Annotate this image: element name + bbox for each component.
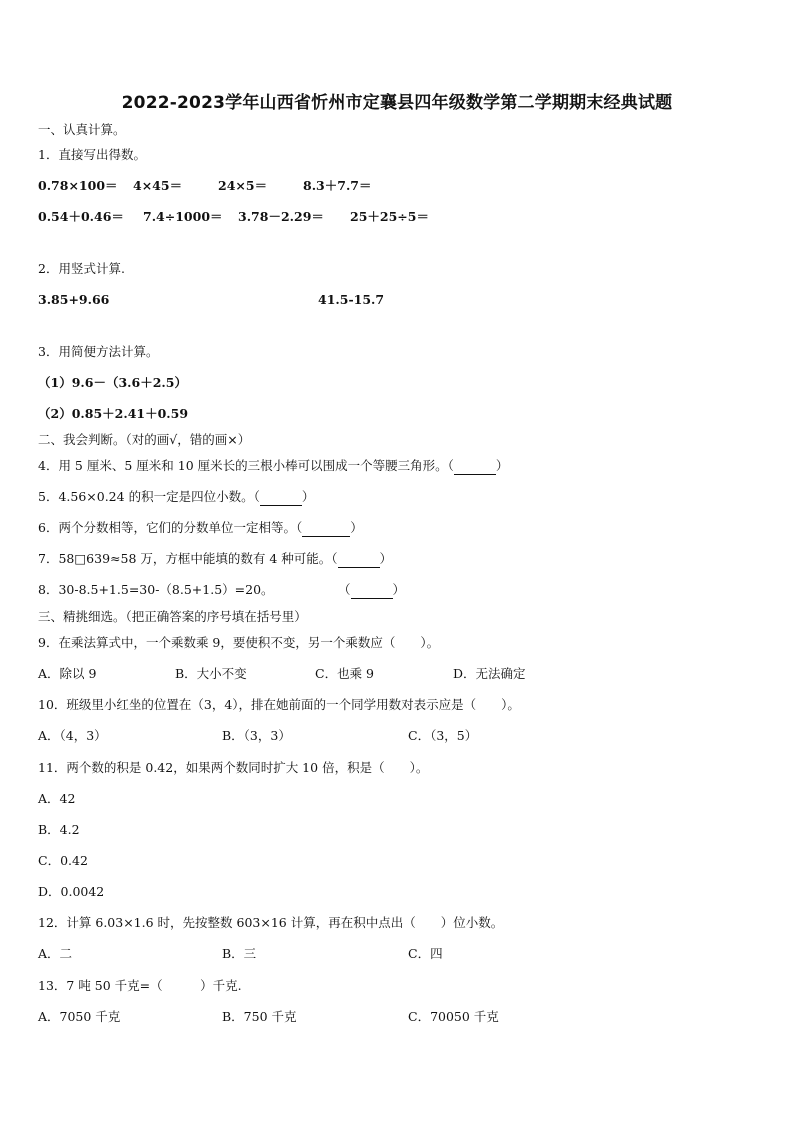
answer-blank[interactable] xyxy=(351,582,393,599)
judge-question-7 xyxy=(38,551,392,568)
judge-question-8-answer xyxy=(338,582,405,599)
q1-item: 25＋25÷5＝ xyxy=(350,209,429,224)
option-a[interactable]: A．42 xyxy=(38,791,76,806)
q2-item: 41.5-15.7 xyxy=(318,292,385,307)
section-heading-2: 二、我会判断。（对的画√，错的画×） xyxy=(38,432,251,447)
judge-close-paren: ） xyxy=(301,489,315,504)
judge-close-paren: ） xyxy=(495,458,509,473)
option-b[interactable]: B．三 xyxy=(222,946,257,961)
option-b[interactable]: B．（3，3） xyxy=(222,728,291,743)
question-9-stem: 9．在乘法算式中，一个乘数乘 9，要使积不变，另一个乘数应（ ）。 xyxy=(38,635,440,650)
question-3-stem: 3．用简便方法计算。 xyxy=(38,344,159,359)
q1-item: 7.4÷1000＝ xyxy=(143,209,223,224)
judge-question-text: 5．4.56×0.24 的积一定是四位小数。（ xyxy=(38,489,260,504)
option-d[interactable]: D．无法确定 xyxy=(453,666,526,681)
option-c[interactable]: C．70050 千克 xyxy=(408,1009,499,1024)
answer-blank[interactable] xyxy=(338,551,380,568)
q1-item: 4×45＝ xyxy=(133,178,183,193)
option-b[interactable]: B．4.2 xyxy=(38,822,80,837)
q3-item: （2）0.85＋2.41＋0.59 xyxy=(38,406,189,421)
option-b[interactable]: B．大小不变 xyxy=(175,666,247,681)
q1-item: 3.78－2.29＝ xyxy=(238,209,324,224)
judge-question-4 xyxy=(38,458,508,475)
q1-item: 0.54＋0.46＝ xyxy=(38,209,124,224)
answer-blank[interactable] xyxy=(260,489,302,506)
option-c[interactable]: C．0.42 xyxy=(38,853,88,868)
q2-item: 3.85+9.66 xyxy=(38,292,110,307)
section-heading-1: 一、认真计算。 xyxy=(38,122,126,137)
q1-item: 24×5＝ xyxy=(218,178,268,193)
answer-blank[interactable] xyxy=(454,458,496,475)
judge-close-paren: ） xyxy=(379,551,393,566)
judge-question-8 xyxy=(38,582,274,598)
q3-item: （1）9.6－（3.6＋2.5） xyxy=(38,375,187,390)
judge-question-5 xyxy=(38,489,314,506)
question-2-stem: 2．用竖式计算. xyxy=(38,261,125,276)
option-c[interactable]: C．（3，5） xyxy=(408,728,478,743)
question-1-stem: 1．直接写出得数。 xyxy=(38,147,146,162)
q1-item: 8.3＋7.7＝ xyxy=(303,178,372,193)
judge-question-text: 6．两个分数相等，它们的分数单位一定相等。（ xyxy=(38,520,303,535)
judge-close-paren: ） xyxy=(392,582,406,597)
question-11-stem: 11．两个数的积是 0.42，如果两个数同时扩大 10 倍，积是（ ）。 xyxy=(38,760,429,775)
option-c[interactable]: C．也乘 9 xyxy=(315,666,374,681)
answer-blank[interactable] xyxy=(302,520,350,537)
option-c[interactable]: C．四 xyxy=(408,946,443,961)
judge-open-paren: （ xyxy=(338,582,351,597)
judge-close-paren: ） xyxy=(350,520,363,535)
section-heading-3: 三、精挑细选。（把正确答案的序号填在括号里） xyxy=(38,609,307,624)
question-13-stem: 13．7 吨 50 千克=（ ）千克. xyxy=(38,978,242,993)
judge-question-text: 4．用 5 厘米、5 厘米和 10 厘米长的三根小棒可以围成一个等腰三角形。（ xyxy=(38,458,454,473)
option-a[interactable]: A．二 xyxy=(38,946,73,961)
question-10-stem: 10．班级里小红坐的位置在（3，4），排在她前面的一个同学用数对表示应是（ ）。 xyxy=(38,697,520,712)
question-12-stem: 12．计算 6.03×1.6 时，先按整数 603×16 计算，再在积中点出（ ）位小数。 xyxy=(38,915,504,930)
judge-question-text: 7．58□639≈58 万，方框中能填的数有 4 种可能。（ xyxy=(38,551,338,566)
judge-question-6 xyxy=(38,520,363,537)
page-title: 2022-2023学年山西省忻州市定襄县四年级数学第二学期期末经典试题 xyxy=(121,93,673,113)
option-a[interactable]: A．7050 千克 xyxy=(38,1009,121,1024)
option-d[interactable]: D．0.0042 xyxy=(38,884,105,899)
judge-question-text: 8．30-8.5+1.5=30-（8.5+1.5）=20。 xyxy=(38,582,274,597)
option-a[interactable]: A．除以 9 xyxy=(38,666,97,681)
q1-item: 0.78×100＝ xyxy=(38,178,118,193)
option-b[interactable]: B．750 千克 xyxy=(222,1009,297,1024)
option-a[interactable]: A．（4，3） xyxy=(38,728,107,743)
